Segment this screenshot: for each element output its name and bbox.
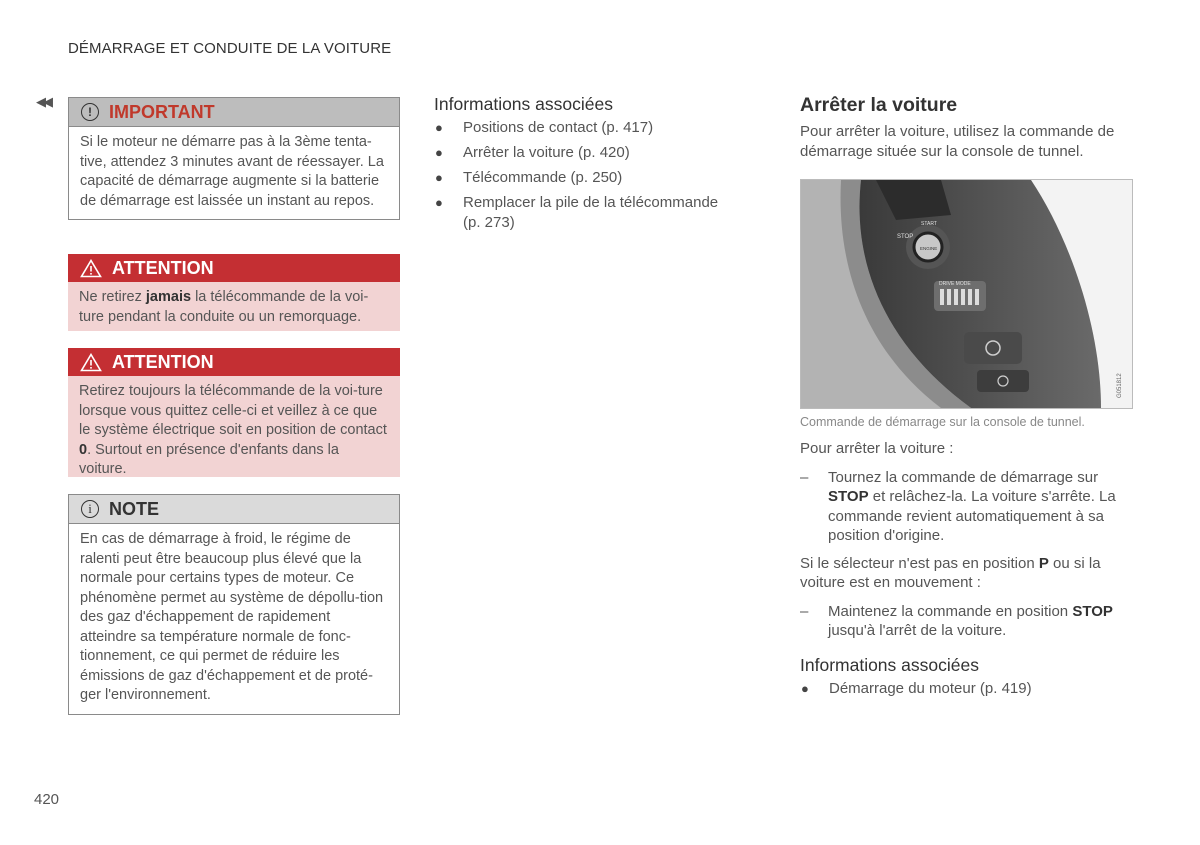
dash-icon: –: [800, 468, 809, 486]
console-photo: [800, 179, 1133, 409]
note-box: [68, 494, 400, 715]
list-item[interactable]: ● Démarrage du moteur (p. 419): [801, 679, 1032, 697]
page-number: 420: [34, 791, 60, 808]
emphasis-text: STOP: [1072, 602, 1113, 620]
section-title: Arrêter la voiture: [800, 94, 958, 116]
back-arrows-icon[interactable]: ◀◀: [36, 94, 50, 109]
attention-box-1: [68, 254, 400, 331]
image-caption: Commande de démarrage sur la console de tunnel.: [800, 415, 1085, 429]
attention-title-2: ATTENTION: [112, 351, 214, 372]
attention-header-1: [68, 254, 400, 282]
bullet-icon: ●: [435, 195, 443, 210]
note-text: En cas de démarrage à froid, le régime de ralenti peut être beaucoup plus élevé que la normale pour certains types de moteur. Ce phénomène permet au système de dépollu-tion des gaz d'échappement de rapidement atteindre sa température normale de fonc-tionnement, ce qui permet de réduire les émissions de gaz d'échappement et de proté-ger l'environnement.: [80, 531, 384, 703]
important-box: [68, 97, 400, 220]
emphasis-text: STOP: [828, 488, 869, 505]
attention-header-2: [68, 348, 400, 376]
warning-triangle-icon: [80, 353, 102, 372]
page-header: DÉMARRAGE ET CONDUITE DE LA VOITURE: [68, 40, 392, 57]
start-label: START: [921, 221, 937, 227]
bullet-icon: ●: [435, 145, 443, 160]
bullet-icon: ●: [435, 120, 443, 135]
stop-label: STOP: [897, 234, 914, 240]
list-item[interactable]: ● Positions de contact (p. 417): [435, 119, 654, 136]
related-info-title-2: Informations associées: [800, 654, 979, 675]
note-header: [69, 495, 399, 524]
emphasis-text: jamais: [145, 289, 192, 305]
attention-box-2: [68, 348, 400, 477]
emphasis-text: 0: [79, 441, 88, 458]
related-info-title: Informations associées: [434, 94, 613, 114]
important-text: Si le moteur ne démarre pas à la 3ème tenta-tive, attendez 3 minutes avant de réessayer. La capacité de démarrage augmente si la batterie de démarrage est laissée un instant au repos.: [69, 127, 399, 219]
list-item[interactable]: ● Arrêter la voiture (p. 420): [435, 144, 630, 161]
related-info-section: [434, 94, 734, 238]
list-item[interactable]: ● Remplacer la pile de la télécommande (p. 273): [435, 194, 719, 231]
condition-text: Si le sélecteur n'est pas en position P ou si la voiture est en mouvement :: [800, 554, 1101, 591]
important-header: [69, 98, 399, 127]
step-item: – Tournez la commande de démarrage sur STOP et relâchez-la. La voiture s'arrête. La commande revient automatiquement à sa position d'origine.: [800, 468, 1116, 544]
list-item[interactable]: ● Télécommande (p. 250): [435, 169, 623, 186]
lead-text: Pour arrêter la voiture :: [800, 440, 954, 457]
intro-text: Pour arrêter la voiture, utilisez la commande de démarrage située sur la console de tunnel.: [800, 123, 1115, 160]
tunnel-console-illustration: [801, 180, 1132, 408]
info-circle-icon: i: [81, 500, 99, 518]
dash-icon: –: [800, 602, 809, 620]
drive-mode-label: DRIVE MODE: [939, 281, 971, 287]
important-title: IMPORTANT: [109, 101, 215, 122]
warning-triangle-icon: [80, 259, 102, 278]
image-code: G051812: [1117, 373, 1123, 398]
attention-title-1: ATTENTION: [112, 257, 214, 278]
bullet-icon: ●: [801, 680, 809, 696]
bullet-icon: ●: [435, 170, 443, 185]
stop-car-section: [800, 94, 1134, 704]
attention-text-2: Retirez toujours la télécommande de la voi-ture lorsque vous quittez celle-ci et veillez à ce que le système électrique soit en position de contact 0. Surtout en présence d'enfants dans la voiture.: [79, 383, 387, 477]
engine-label: ENGINE: [920, 246, 938, 251]
attention-text-1: Ne retirez jamais la télécommande de la voi-ture pendant la conduite ou un remorquage.: [79, 289, 369, 325]
exclamation-circle-icon: !: [81, 103, 99, 121]
emphasis-text: P: [1038, 554, 1049, 572]
note-title: NOTE: [109, 498, 160, 519]
step-item: – Maintenez la commande en position STOP jusqu'à l'arrêt de la voiture.: [800, 602, 1113, 639]
